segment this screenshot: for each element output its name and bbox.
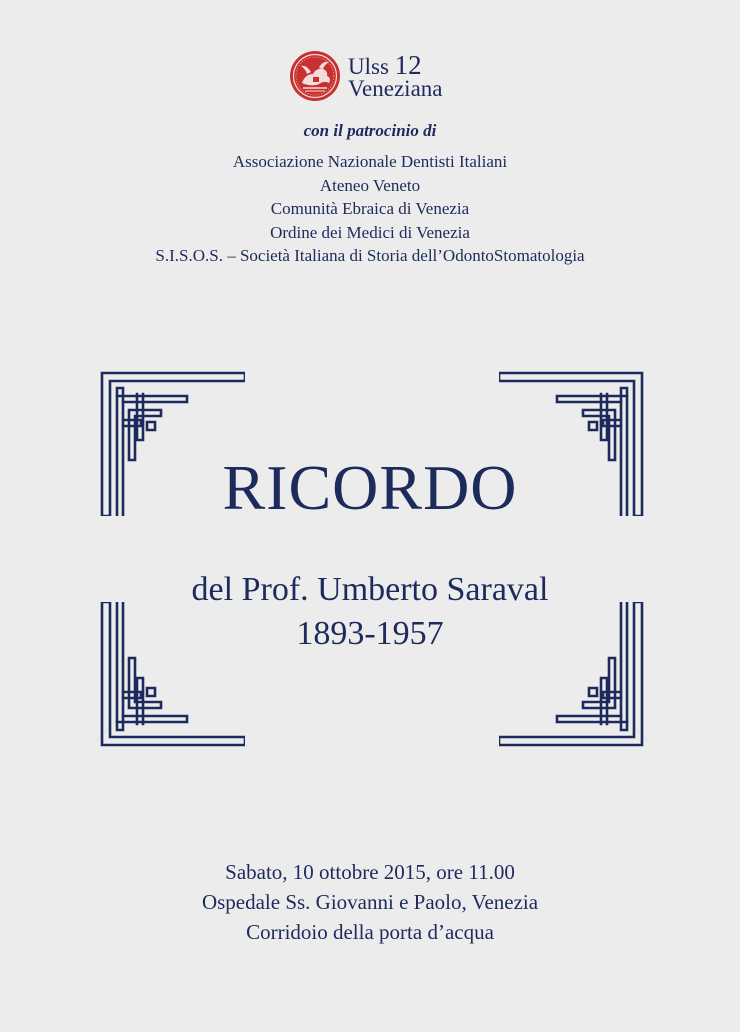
patron-item: Ateneo Veneto xyxy=(319,175,421,195)
patrons-list xyxy=(0,150,740,268)
logo-number: 12 xyxy=(394,50,422,80)
event-details xyxy=(0,857,740,947)
event-place: Ospedale Ss. Giovanni e Paolo, Venezia xyxy=(201,890,539,914)
event-date: Sabato, 10 ottobre 2015, ore 11.00 xyxy=(225,860,515,884)
patrocinio-heading: con il patrocinio di xyxy=(303,121,437,140)
lion-seal-icon xyxy=(289,50,341,102)
patron-item: S.I.S.O.S. – Società Italiana di Storia dell’OdontoStomatologia xyxy=(155,246,585,265)
patron-item: Comunità Ebraica di Venezia xyxy=(270,199,470,218)
honoree-years: 1893-1957 xyxy=(296,615,444,652)
logo-city: Veneziana xyxy=(348,76,443,101)
event-location: Corridoio della porta d’acqua xyxy=(246,920,494,944)
patron-item: Associazione Nazionale Dentisti Italiani xyxy=(232,152,508,171)
patron-item: Ordine dei Medici di Venezia xyxy=(270,222,470,242)
logo-ulss-word: Ulss xyxy=(348,54,389,79)
ulss-logo xyxy=(289,50,459,102)
page-title: RICORDO xyxy=(222,452,518,523)
honoree-name: del Prof. Umberto Saraval xyxy=(191,571,549,608)
